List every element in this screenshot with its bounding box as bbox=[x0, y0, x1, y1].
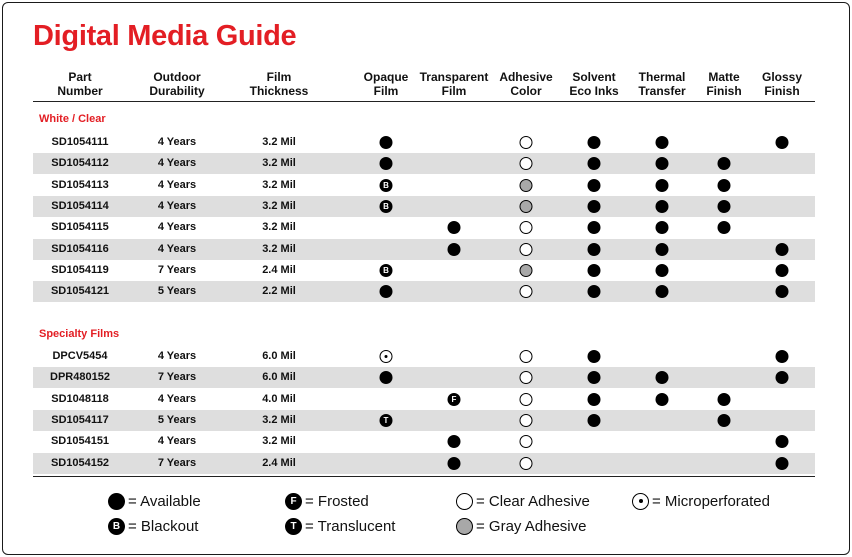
available-dot-icon bbox=[588, 264, 601, 277]
cell-thickness: 3.2 Mil bbox=[262, 435, 296, 448]
available-dot-icon bbox=[588, 221, 601, 234]
table-row bbox=[33, 217, 815, 238]
available-dot-icon bbox=[718, 157, 731, 170]
column-header-adhesive: Adhesive Color bbox=[499, 70, 553, 98]
available-dot-icon bbox=[776, 243, 789, 256]
legend-label: = Clear Adhesive bbox=[476, 492, 590, 510]
cell-thickness: 3.2 Mil bbox=[262, 413, 296, 426]
table-row bbox=[33, 239, 815, 260]
header-rule bbox=[33, 101, 815, 102]
cell-durability: 4 Years bbox=[157, 157, 197, 170]
blackout-icon: B bbox=[380, 179, 393, 192]
cell-durability: 5 Years bbox=[157, 413, 197, 426]
table-row bbox=[33, 175, 815, 196]
available-dot-icon bbox=[588, 371, 601, 384]
gray-adhesive-icon bbox=[520, 264, 533, 277]
column-header-thermal: Thermal Transfer bbox=[638, 70, 686, 98]
legend-item bbox=[456, 516, 586, 536]
frosted-icon: F bbox=[448, 393, 461, 406]
cell-part: SD1054117 bbox=[51, 413, 109, 426]
available-dot-icon bbox=[588, 350, 601, 363]
available-dot-icon bbox=[588, 393, 601, 406]
cell-thickness: 3.2 Mil bbox=[262, 157, 296, 170]
microperforated-icon bbox=[380, 350, 393, 363]
legend-item bbox=[285, 516, 395, 536]
legend-item bbox=[456, 491, 590, 511]
available-dot-icon bbox=[718, 179, 731, 192]
available-dot-icon bbox=[776, 264, 789, 277]
available-dot-icon bbox=[588, 285, 601, 298]
clear-adhesive-icon bbox=[520, 350, 533, 363]
cell-part: SD1054119 bbox=[51, 263, 109, 276]
clear-adhesive-icon bbox=[520, 457, 533, 470]
available-dot-icon bbox=[656, 371, 669, 384]
table-row bbox=[33, 346, 815, 367]
translucent-icon: T bbox=[380, 414, 393, 427]
available-dot-icon bbox=[588, 157, 601, 170]
page-title: Digital Media Guide bbox=[33, 20, 297, 52]
available-dot-icon bbox=[656, 285, 669, 298]
gray-adhesive-icon bbox=[520, 200, 533, 213]
cell-durability: 7 Years bbox=[157, 456, 197, 469]
legend-item bbox=[108, 516, 198, 536]
clear-adhesive-icon bbox=[520, 414, 533, 427]
cell-thickness: 2.4 Mil bbox=[262, 263, 296, 276]
cell-thickness: 3.2 Mil bbox=[262, 178, 296, 191]
column-header-opaque: Opaque Film bbox=[363, 70, 409, 98]
table-row bbox=[33, 453, 815, 474]
clear-adhesive-icon bbox=[520, 243, 533, 256]
available-dot-icon bbox=[588, 179, 601, 192]
available-dot-icon bbox=[380, 371, 393, 384]
cell-thickness: 3.2 Mil bbox=[262, 221, 296, 234]
table-row bbox=[33, 389, 815, 410]
cell-thickness: 3.2 Mil bbox=[262, 242, 296, 255]
legend-label: = Frosted bbox=[305, 492, 369, 510]
available-dot-icon bbox=[588, 136, 601, 149]
clear-adhesive-icon bbox=[456, 493, 473, 510]
table-row bbox=[33, 281, 815, 302]
cell-thickness: 6.0 Mil bbox=[262, 350, 296, 362]
available-dot-icon bbox=[776, 435, 789, 448]
clear-adhesive-icon bbox=[520, 157, 533, 170]
available-dot-icon bbox=[588, 414, 601, 427]
blackout-icon: B bbox=[380, 264, 393, 277]
available-dot-icon bbox=[776, 457, 789, 470]
cell-part: SD1054112 bbox=[51, 157, 109, 170]
cell-durability: 4 Years bbox=[157, 221, 197, 234]
available-dot-icon bbox=[656, 200, 669, 213]
legend-label: = Available bbox=[128, 492, 201, 510]
section-label: Specialty Films bbox=[39, 328, 120, 340]
available-dot-icon bbox=[448, 435, 461, 448]
cell-durability: 4 Years bbox=[157, 392, 197, 405]
cell-part: SD1054116 bbox=[51, 242, 109, 255]
column-header-transparent: Transparent Film bbox=[419, 70, 489, 98]
table-row bbox=[33, 410, 815, 431]
column-header-matte: Matte Finish bbox=[706, 70, 742, 98]
cell-durability: 7 Years bbox=[157, 371, 197, 384]
cell-durability: 4 Years bbox=[157, 136, 197, 148]
legend-item bbox=[108, 491, 201, 511]
legend-label: = Microperforated bbox=[652, 492, 770, 510]
table-row bbox=[33, 367, 815, 388]
cell-part: SD1054113 bbox=[51, 178, 109, 191]
cell-part: DPR480152 bbox=[50, 371, 110, 384]
available-dot-icon bbox=[380, 285, 393, 298]
cell-part: SD1054115 bbox=[51, 221, 109, 234]
cell-durability: 5 Years bbox=[157, 285, 197, 298]
clear-adhesive-icon bbox=[520, 371, 533, 384]
available-dot-icon bbox=[776, 350, 789, 363]
available-dot-icon bbox=[656, 243, 669, 256]
cell-part: SD1054151 bbox=[50, 435, 110, 448]
available-dot-icon bbox=[588, 243, 601, 256]
cell-thickness: 4.0 Mil bbox=[262, 392, 296, 405]
footer-rule bbox=[33, 476, 815, 477]
legend-item bbox=[632, 491, 770, 511]
cell-durability: 4 Years bbox=[157, 435, 197, 448]
column-header-thickness: Film Thickness bbox=[249, 70, 309, 98]
gray-adhesive-icon bbox=[520, 179, 533, 192]
blackout-icon: B bbox=[380, 200, 393, 213]
cell-thickness: 2.2 Mil bbox=[262, 285, 296, 298]
cell-part: SD1054114 bbox=[51, 199, 109, 212]
legend-item bbox=[285, 491, 369, 511]
legend-label: = Translucent bbox=[305, 517, 396, 535]
available-dot-icon bbox=[380, 136, 393, 149]
legend-label: = Gray Adhesive bbox=[476, 517, 587, 535]
cell-part: SD1054111 bbox=[51, 136, 109, 148]
table-row bbox=[33, 196, 815, 217]
available-dot-icon bbox=[448, 243, 461, 256]
available-dot-icon bbox=[656, 264, 669, 277]
column-header-durability: Outdoor Durability bbox=[149, 70, 205, 98]
cell-durability: 7 Years bbox=[157, 263, 197, 276]
available-dot-icon bbox=[718, 414, 731, 427]
available-dot-icon bbox=[718, 393, 731, 406]
frosted-icon: F bbox=[285, 493, 302, 510]
cell-part: SD1048118 bbox=[51, 392, 109, 405]
available-dot-icon bbox=[380, 157, 393, 170]
cell-durability: 4 Years bbox=[157, 242, 197, 255]
legend-label: = Blackout bbox=[128, 517, 199, 535]
clear-adhesive-icon bbox=[520, 285, 533, 298]
cell-durability: 4 Years bbox=[157, 350, 197, 362]
cell-thickness: 6.0 Mil bbox=[262, 371, 296, 384]
clear-adhesive-icon bbox=[520, 435, 533, 448]
table-row bbox=[33, 431, 815, 452]
available-dot-icon bbox=[448, 221, 461, 234]
cell-thickness: 3.2 Mil bbox=[262, 136, 296, 148]
table-row bbox=[33, 132, 815, 153]
table-row bbox=[33, 153, 815, 174]
cell-durability: 4 Years bbox=[157, 199, 197, 212]
table-row bbox=[33, 260, 815, 281]
cell-part: SD1054121 bbox=[50, 285, 110, 298]
column-header-glossy: Glossy Finish bbox=[761, 70, 803, 98]
cell-durability: 4 Years bbox=[157, 178, 197, 191]
available-dot-icon bbox=[776, 371, 789, 384]
available-dot-icon bbox=[718, 200, 731, 213]
cell-part: DPCV5454 bbox=[52, 350, 108, 362]
available-dot-icon bbox=[108, 493, 125, 510]
available-dot-icon bbox=[656, 393, 669, 406]
available-dot-icon bbox=[448, 457, 461, 470]
available-dot-icon bbox=[656, 157, 669, 170]
cell-thickness: 2.4 Mil bbox=[262, 456, 296, 469]
microperforated-icon bbox=[632, 493, 649, 510]
available-dot-icon bbox=[656, 136, 669, 149]
section-label: White / Clear bbox=[39, 113, 106, 125]
available-dot-icon bbox=[776, 285, 789, 298]
available-dot-icon bbox=[656, 179, 669, 192]
cell-part: SD1054152 bbox=[50, 456, 110, 469]
column-header-part: Part Number bbox=[57, 70, 103, 98]
available-dot-icon bbox=[776, 136, 789, 149]
available-dot-icon bbox=[718, 221, 731, 234]
cell-thickness: 3.2 Mil bbox=[262, 199, 296, 212]
translucent-icon: T bbox=[285, 518, 302, 535]
clear-adhesive-icon bbox=[520, 393, 533, 406]
clear-adhesive-icon bbox=[520, 136, 533, 149]
available-dot-icon bbox=[656, 221, 669, 234]
column-header-solvent: Solvent Eco Inks bbox=[569, 70, 619, 98]
available-dot-icon bbox=[588, 200, 601, 213]
clear-adhesive-icon bbox=[520, 221, 533, 234]
gray-adhesive-icon bbox=[456, 518, 473, 535]
blackout-icon: B bbox=[108, 518, 125, 535]
